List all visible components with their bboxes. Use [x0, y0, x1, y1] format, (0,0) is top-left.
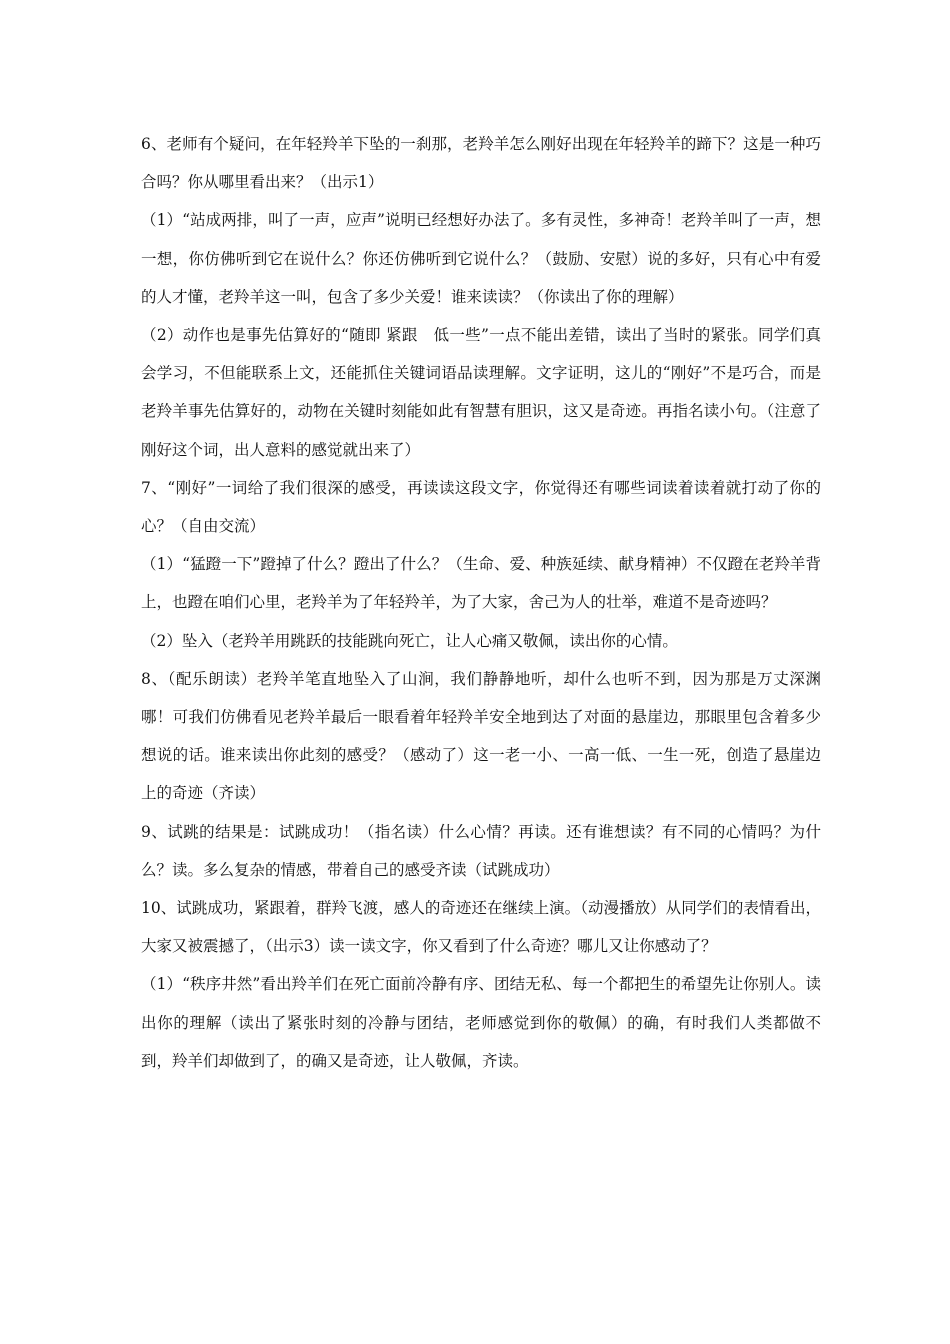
paragraph-q6-point-1: （1）“站成两排，叫了一声，应声”说明已经想好办法了。多有灵性，多神奇！老羚羊叫了一声，想一想，你仿佛听到它在说什么？你还仿佛听到它说什么？（鼓励、安慰）说的多好，只有心中有爱的人才懂，老羚羊这一叫，包含了多少关爱！谁来读读？（你读出了你的理解） [141, 211, 821, 306]
paragraph-q6: 6、老师有个疑问，在年轻羚羊下坠的一刹那，老羚羊怎么刚好出现在年轻羚羊的蹄下？这是一种巧合吗？你从哪里看出来？（出示1） [141, 135, 821, 192]
paragraph-q7-point-1: （1）“猛蹬一下”蹬掉了什么？蹬出了什么？（生命、爱、种族延续、献身精神）不仅蹬在老羚羊背上，也蹬在咱们心里，老羚羊为了年轻羚羊，为了大家，舍己为人的壮举，难道不是奇迹吗？ [141, 555, 821, 612]
paragraph-q8: 8、（配乐朗读）老羚羊笔直地坠入了山涧，我们静静地听，却什么也听不到，因为那是万丈深渊哪！可我们仿佛看见老羚羊最后一眼看着年轻羚羊安全地到达了对面的悬崖边，那眼里包含着多少想说的话。谁来读出你此刻的感受？（感动了）这一老一小、一高一低、一生一死，创造了悬崖边上的奇迹（齐读） [141, 669, 821, 803]
paragraph-q10: 10、试跳成功，紧跟着，群羚飞渡，感人的奇迹还在继续上演。（动漫播放）从同学们的表情看出，大家又被震撼了，（出示3）读一读文字，你又看到了什么奇迹？哪儿又让你感动了？ [141, 899, 821, 956]
paragraph-q7: 7、“刚好”一词给了我们很深的感受，再读读这段文字，你觉得还有哪些词读着读着就打动了你的心？（自由交流） [141, 478, 821, 536]
paragraph-q6-point-2: （2）动作也是事先估算好的“随即 紧跟 低一些”一点不能出差错，读出了当时的紧张。同学们真会学习，不但能联系上文，还能抓住关键词语品读理解。文字证明，这儿的“刚好”不是巧合，而是老羚羊事先估算好的，动物在关键时刻能如此有智慧有胆识，这又是奇迹。再指名读小句。（注意了刚好这个词，出人意料的感觉就出来了） [141, 326, 821, 459]
document-body [141, 125, 821, 1080]
paragraph-q10-point-1: （1）“秩序井然”看出羚羊们在死亡面前冷静有序、团结无私、每一个都把生的希望先让你别人。读出你的理解（读出了紧张时刻的冷静与团结，老师感觉到你的敬佩）的确，有时我们人类都做不到，羚羊们却做到了，的确又是奇迹，让人敬佩，齐读。 [141, 975, 821, 1070]
paragraph-q9: 9、试跳的结果是：试跳成功！（指名读）什么心情？再读。还有谁想读？有不同的心情吗？为什么？读。多么复杂的情感，带着自己的感受齐读（试跳成功） [141, 822, 821, 879]
paragraph-q7-point-2: （2）坠入（老羚羊用跳跃的技能跳向死亡，让人心痛又敬佩，读出你的心情。 [141, 631, 678, 650]
